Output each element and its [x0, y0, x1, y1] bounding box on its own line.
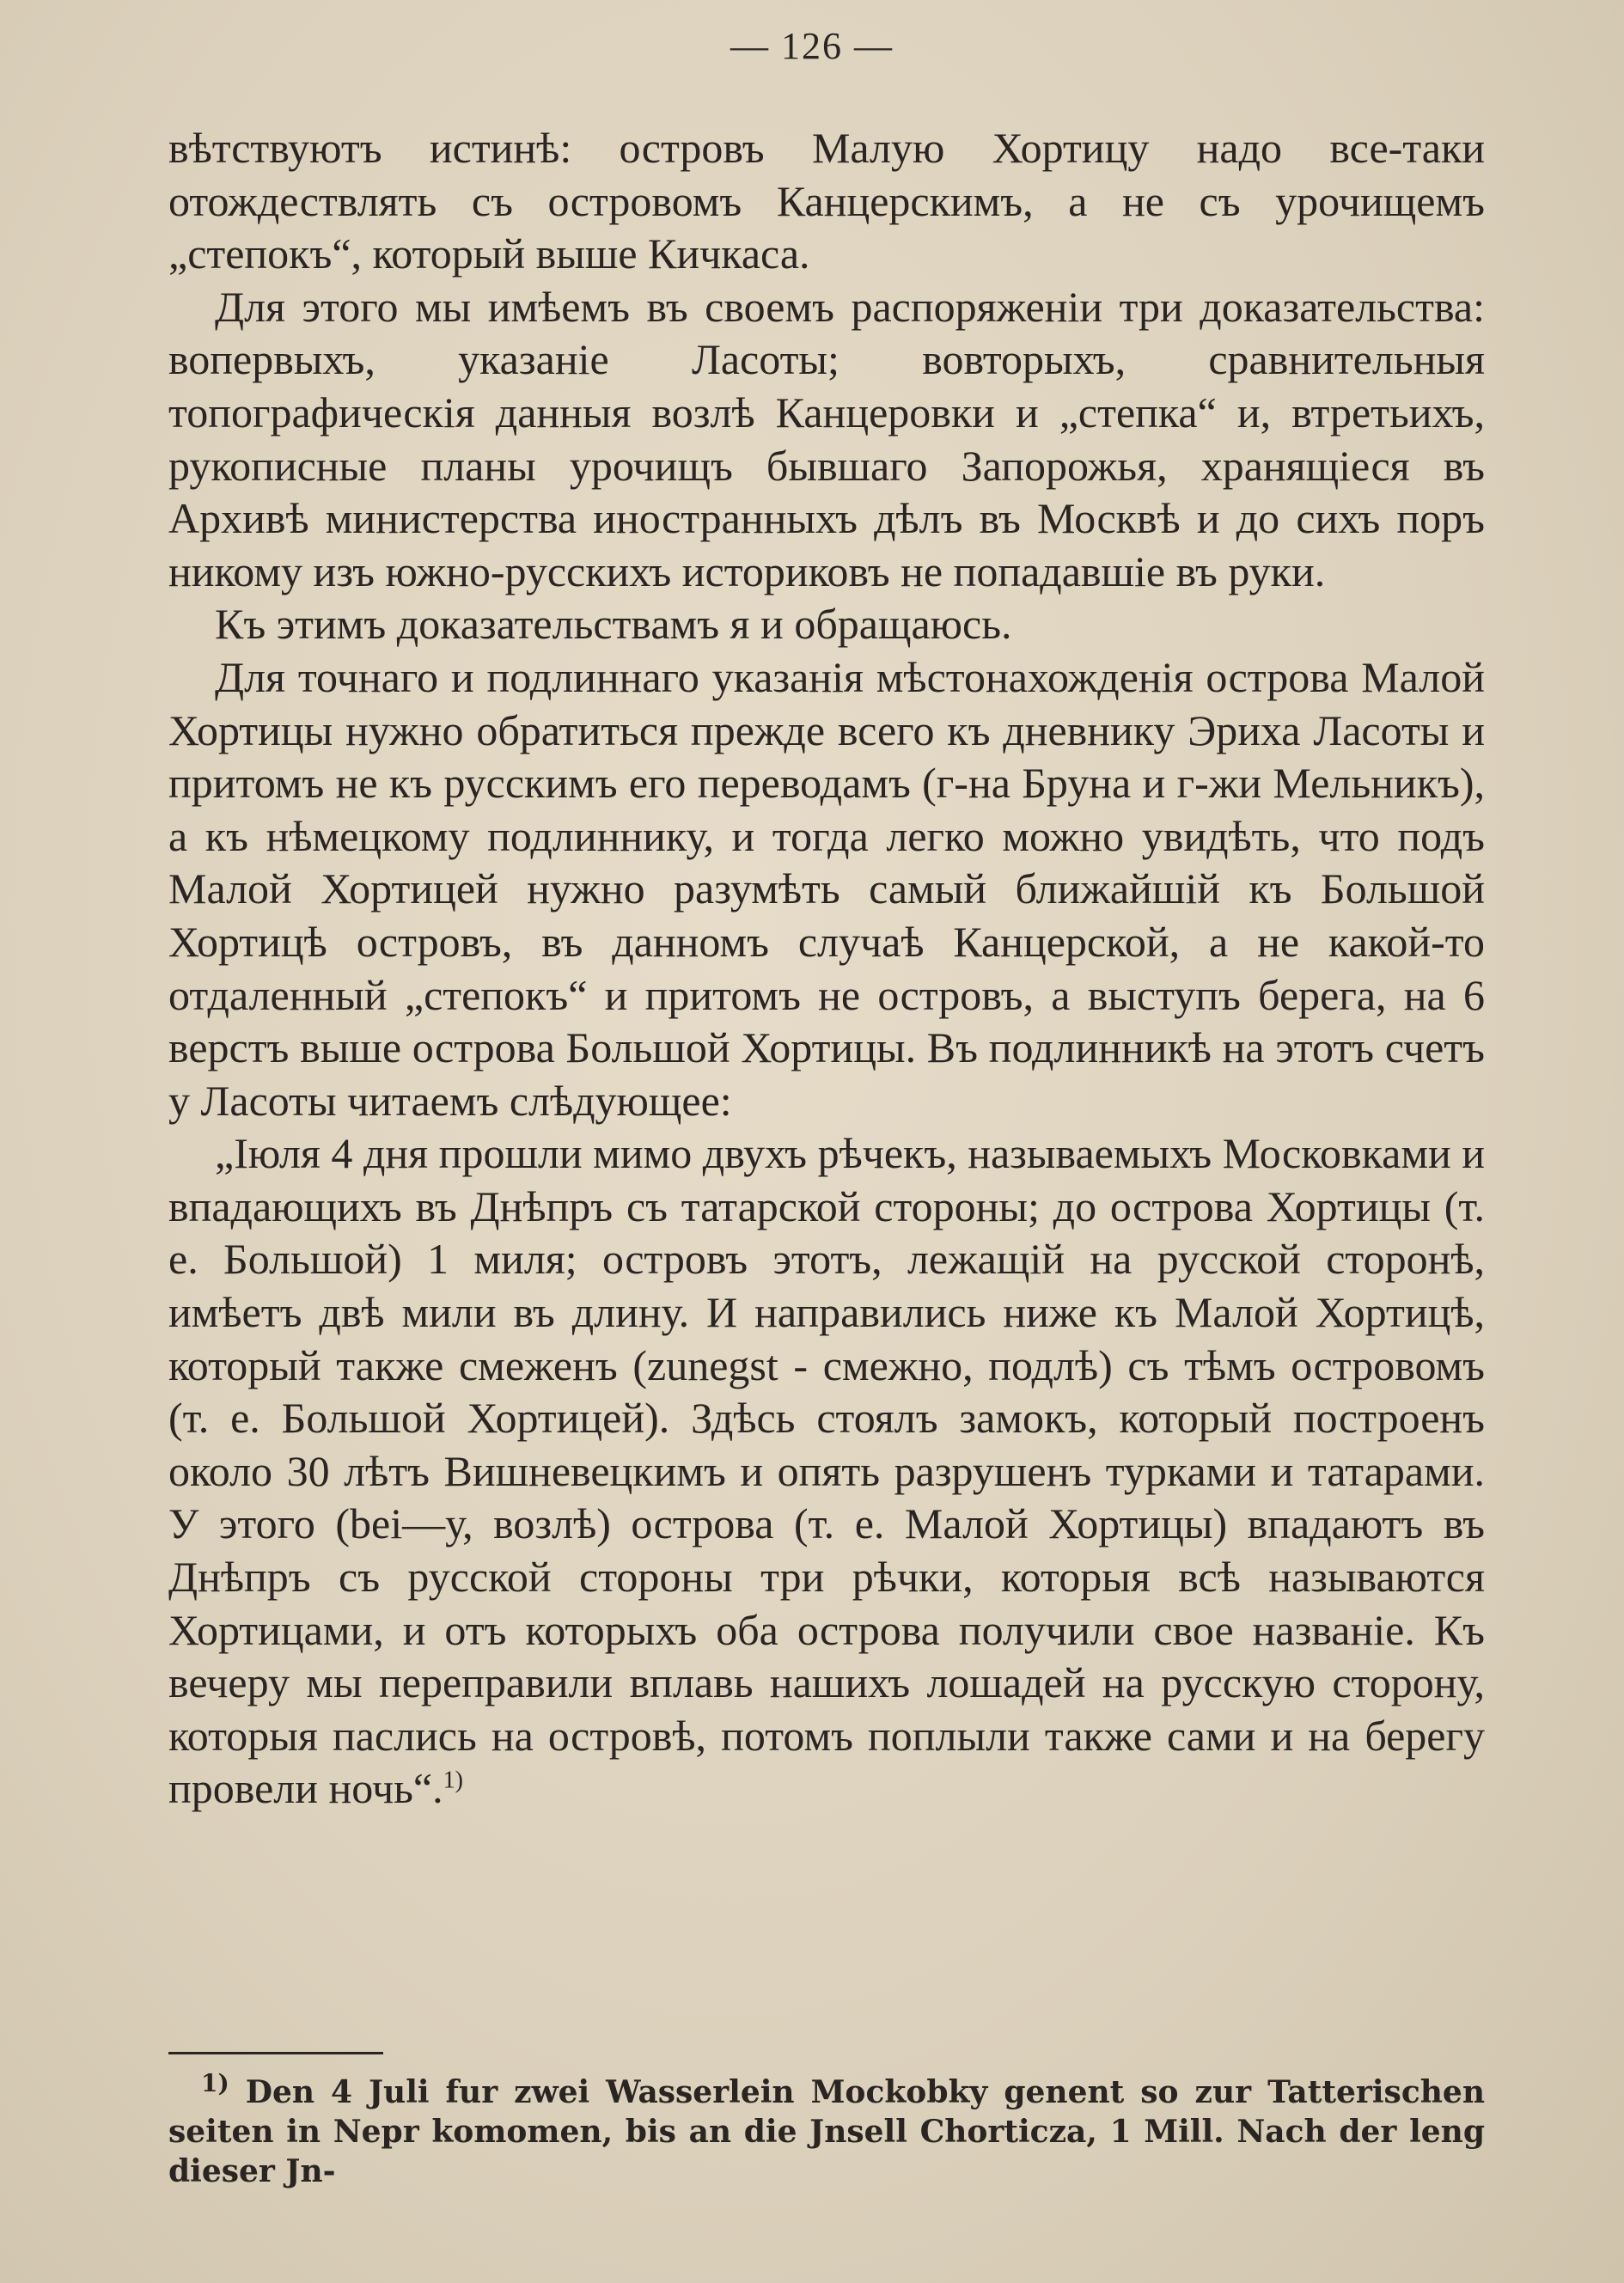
paragraph-4: Для точнаго и подлиннаго указанія мѣстонахожденія острова Малой Хортицы нужно обратиться прежде всего къ дневнику Эриха Ласоты и притомъ не къ русскимъ его переводамъ (г-на Бруна и г-жи Мельникъ), а къ нѣмецкому подлиннику, и тогда легко можно увидѣть, что подъ Малой Хортицей нужно разумѣть самый ближайшій къ Большой Хортицѣ островъ, въ данномъ случаѣ Канцерской, а не какой-то отдаленный „степокъ“ и притомъ не островъ, а выступъ берега, на 6 верстъ выше острова Большой Хортицы. Въ подлинникѣ на этотъ счетъ у Ласоты читаемъ слѣдующее:	[168, 652, 1485, 1125]
footnote-reference: 1)	[443, 1767, 463, 1794]
paragraph-5-quote	[168, 1127, 1485, 1816]
page-number: — 126 —	[730, 25, 894, 67]
footnote-marker: 1)	[201, 2069, 229, 2097]
paragraph-2: Для этого мы имѣемъ въ своемъ распоряженіи три доказательства: вопервыхъ, указаніе Ласоты; вовторыхъ, сравнительныя топографическія данныя возлѣ Канцеровки и „степка“ и, втретьихъ, рукописные планы урочищъ бывшаго Запорожья, хранящіеся въ Архивѣ министерства иностранныхъ дѣлъ въ Москвѣ и до сихъ поръ никому изъ южно-русскихъ историковъ не попадавшіе въ руки.	[168, 282, 1485, 595]
paragraph-3: Къ этимъ доказательствамъ я и обращаюсь.	[215, 600, 1012, 649]
quote-text: „Іюля 4 дня прошли мимо двухъ рѣчекъ, называемыхъ Московками и впадающихъ въ Днѣпръ съ татарской стороны; до острова Хортицы (т. е. Большой) 1 миля; островъ этотъ, лежащій на русской сторонѣ, имѣетъ двѣ мили въ длину. И направились ниже къ Малой Хортицѣ, который также смеженъ (zunegst - смежно, подлѣ) съ тѣмъ островомъ (т. е. Большой Хортицей). Здѣсь стоялъ замокъ, который построенъ около 30 лѣтъ Вишневецкимъ и опять разрушенъ турками и татарами. У этого (bei—у, возлѣ) острова (т. е. Малой Хортицы) впадаютъ въ Днѣпръ съ русской стороны три рѣчки, которыя всѣ называются Хортицами, и отъ которыхъ оба острова получили свое названіе. Къ вечеру мы переправили вплавь нашихъ лошадей на русскую сторону, которыя паслись на островѣ, потомъ поплыли также сами и на берегу провели ночь“.	[168, 1129, 1485, 1813]
body-text	[168, 122, 1485, 1816]
footnote-text: Den 4 Juli fur zwei Wasserlein Mockobky genent so zur Tatterischen seiten in Nepr komomen, bis an die Jnsell Chorticza, 1 Mill. Nach der leng dieser Jn-	[168, 2074, 1485, 2189]
footnote	[168, 2069, 1485, 2191]
footnote-divider	[168, 2052, 383, 2054]
paragraph-1: вѣтствуютъ истинѣ: островъ Малую Хортицу надо все-таки отождествлять съ островомъ Канцерскимъ, а не съ урочищемъ „степокъ“, который выше Кичкаса.	[168, 124, 1485, 278]
